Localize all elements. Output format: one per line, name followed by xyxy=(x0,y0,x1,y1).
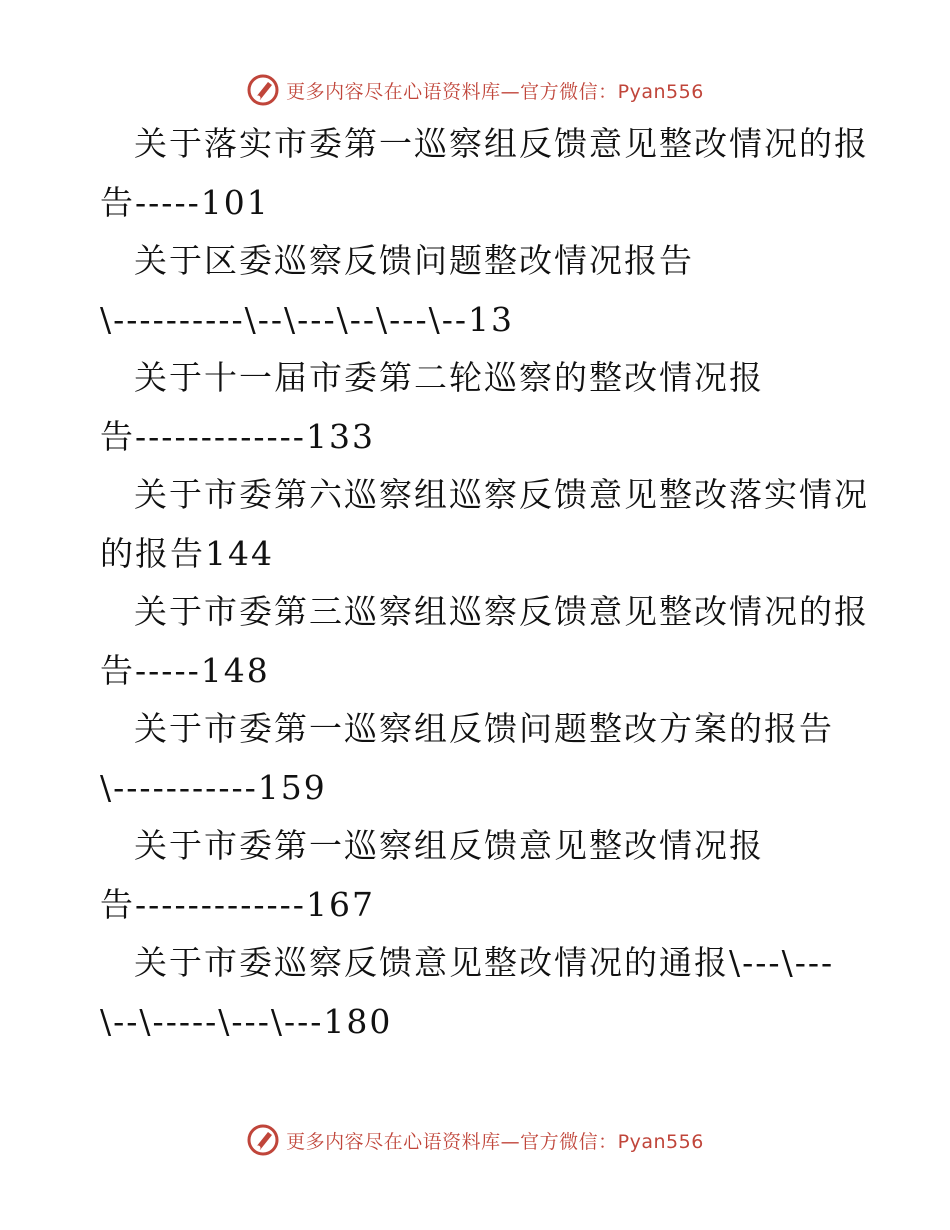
pen-nib-logo-icon xyxy=(246,1123,280,1157)
toc-entry-page: 的报告144 xyxy=(100,533,274,573)
toc-entry: 关于市委巡察反馈意见整改情况的通报\---\--- xyxy=(134,943,835,982)
toc-entry: 关于区委巡察反馈问题整改情况报告 xyxy=(134,241,694,280)
footer-watermark xyxy=(0,1120,950,1160)
watermark-text: 更多内容尽在心语资料库—官方微信：Pyan556 xyxy=(286,1130,704,1153)
watermark-text: 更多内容尽在心语资料库—官方微信：Pyan556 xyxy=(286,80,704,103)
toc-entry-page: 告-----148 xyxy=(100,650,270,690)
toc-entry: 关于落实市委第一巡察组反馈意见整改情况的报 xyxy=(134,124,869,163)
table-of-contents xyxy=(100,115,869,1051)
toc-entry: 关于十一届市委第二轮巡察的整改情况报 xyxy=(134,358,764,397)
toc-entry-page: \-----------159 xyxy=(100,767,327,807)
toc-entry-page: \--\-----\---\---180 xyxy=(100,1001,393,1041)
header-watermark xyxy=(0,70,950,110)
toc-entry: 关于市委第一巡察组反馈意见整改情况报 xyxy=(134,826,764,865)
pen-nib-logo-icon xyxy=(246,73,280,107)
toc-entry: 关于市委第一巡察组反馈问题整改方案的报告 xyxy=(134,709,834,748)
toc-entry: 关于市委第三巡察组巡察反馈意见整改情况的报 xyxy=(134,592,869,631)
toc-entry-page: 告-------------133 xyxy=(100,416,375,456)
toc-entry-page: \----------\--\---\--\---\--13 xyxy=(100,299,515,339)
toc-entry-page: 告-----101 xyxy=(100,182,270,222)
toc-entry: 关于市委第六巡察组巡察反馈意见整改落实情况 xyxy=(134,475,869,514)
toc-entry-page: 告-------------167 xyxy=(100,884,375,924)
